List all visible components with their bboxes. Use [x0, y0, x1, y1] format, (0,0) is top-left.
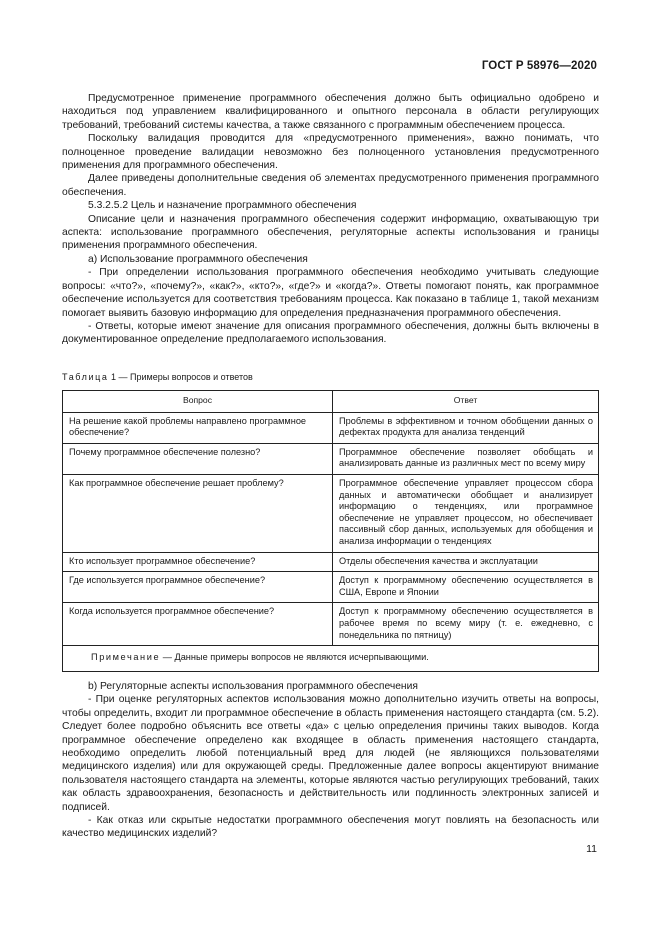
answer-cell: Доступ к программному обеспечению осуществляется в США, Европе и Японии — [333, 572, 599, 603]
answer-cell: Отделы обеспечения качества и эксплуатации — [333, 552, 599, 572]
lower-text — [62, 680, 599, 841]
note-label: Примечание — [91, 652, 161, 663]
table-note — [63, 646, 599, 672]
examples-table — [62, 390, 599, 672]
answer-cell: Проблемы в эффективном и точном обобщении данных о дефектах продукта для анализа тенденций — [333, 412, 599, 443]
paragraph: Далее приведены дополнительные сведения об элементах предусмотренного применения программного обеспечения. — [62, 173, 599, 198]
table-row — [63, 474, 599, 552]
question-cell: Где используется программное обеспечение? — [63, 572, 333, 603]
table-row — [63, 572, 599, 603]
paragraph: Поскольку валидация проводится для «предусмотренного применения», важно понимать, что полноценное проведение валидации невозможно без полноценного установления предусмотренного применения для программного обеспечения. — [62, 133, 599, 172]
table-caption-text: 1 — Примеры вопросов и ответов — [111, 372, 253, 382]
subsection-heading: b) Регуляторные аспекты использования программного обеспечения — [88, 681, 418, 692]
body-text — [62, 92, 599, 347]
paragraph: Описание цели и назначения программного обеспечения содержит информацию, охватывающую три аспекта: использование программного обеспечения, регуляторные аспекты использования и границы применения программного обеспечения. — [62, 213, 599, 252]
table-row — [63, 443, 599, 474]
answer-cell: Программное обеспечение позволяет обобщать и анализировать данные из различных мест по всему миру — [333, 443, 599, 474]
question-cell: Как программное обеспечение решает проблему? — [63, 474, 333, 552]
paragraph: - Как отказ или скрытые недостатки программного обеспечения могут повлиять на безопасность или качество медицинских изделий? — [62, 815, 599, 840]
subsection-heading: а) Использование программного обеспечения — [88, 253, 308, 265]
column-header-answer: Ответ — [333, 391, 599, 413]
paragraph: - Ответы, которые имеют значение для описания программного обеспечения, должны быть включены в документированное определение предполагаемого использования. — [62, 320, 599, 346]
column-header-question: Вопрос — [63, 391, 333, 413]
table-row — [63, 603, 599, 646]
table-caption-prefix: Таблица — [62, 372, 109, 382]
table-note-row — [63, 646, 599, 672]
page-number: 11 — [586, 843, 597, 855]
note-text: — Данные примеры вопросов не являются исчерпывающими. — [160, 652, 429, 663]
section-heading: 5.3.2.5.2 Цель и назначение программного обеспечения — [88, 200, 357, 212]
question-cell: Кто использует программное обеспечение? — [63, 552, 333, 572]
answer-cell: Доступ к программному обеспечению осуществляется в рабочее время по всему миру (т. е. ежедневно, с понедельника по пятницу) — [333, 603, 599, 646]
question-cell: Почему программное обеспечение полезно? — [63, 443, 333, 474]
question-cell: На решение какой проблемы направлено программное обеспечение? — [63, 412, 333, 443]
table-header-row — [63, 391, 599, 413]
answer-cell: Программное обеспечение управляет процессом сбора данных и автоматически обобщает и анализирует информацию о тенденциях, или программное обеспечение не управляет процессом, но обеспечивает пассивный сбор данных, используемых для обобщения и анализа информации о тенденциях — [333, 474, 599, 552]
document-header: ГОСТ Р 58976—2020 — [481, 60, 597, 72]
table-row — [63, 552, 599, 572]
table-row — [63, 412, 599, 443]
paragraph: Предусмотренное применение программного обеспечения должно быть официально одобрено и находиться под управлением квалифицированного и опытного персонала в области регулирующих требований, требований системы качества, а также связанного с программным обеспечением процесса. — [62, 93, 599, 131]
table-caption — [62, 372, 253, 382]
paragraph: - При оценке регуляторных аспектов использования можно дополнительно изучить ответы на вопросы, чтобы определить, входит ли программное обеспечение в область применения настоящего стандарта (см. 5.2). Следует более подробно объяснить все ответы «да» с целью определения причины таких выводов. Когда программное обеспечение определено как входящее в область применения настоящего стандарта, необходимо определить любой потенциальный вред для людей (не являющихся пользователями медицинского изделия) или для окружающей среды. Предложенные далее вопросы акцентируют внимание пользователя настоящего стандарта на элементы, которые являются частью регулирующих требований, таких как область здравоохранения, безопасность и действительность или подлинность электронных записей и подписей. — [62, 694, 599, 813]
paragraph: - При определении использования программного обеспечения необходимо учитывать следующие вопросы: «что?», «почему?», «как?», «кто?», «где?» и «когда?». Ответы помогают понять, как программное обеспечение используется для соответствия требованиям процесса. Как показано в таблице 1, такой механизм помогает выявить базовую информацию для определения предназначения программного обеспечения. — [62, 267, 599, 319]
question-cell: Когда используется программное обеспечение? — [63, 603, 333, 646]
